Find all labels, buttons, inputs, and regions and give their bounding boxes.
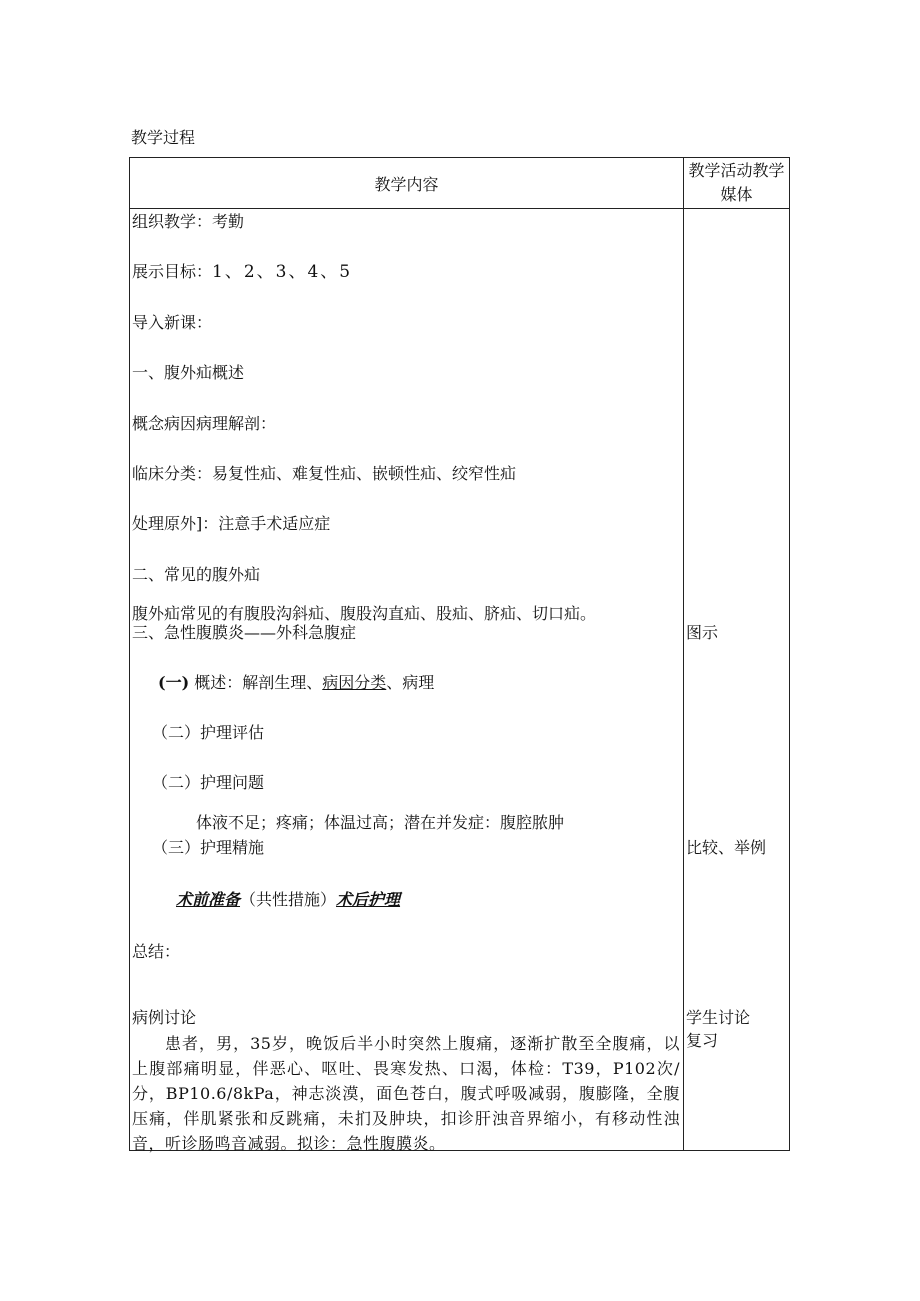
case-description: 患者，男，35岁，晚饭后半小时突然上腹痛，逐渐扩散至全腹痛，以上腹部痛明显，伴恶心、呕吐、畏寒发热、口渴，体检：T39，P102次/分，BP10.6/8kPa，神志淡漠，面色苍白，腹式呼吸减弱，腹膨隆，全腹压痛，伴肌紧张和反跳痛，未扪及肿块，扣诊肝浊音界缩小，有移动性浊音，听诊肠鸣音减弱。拟诊：急性腹膜炎。 [132,1034,680,1153]
section1-principle: 处理原外]：注意手术适应症 [132,514,331,533]
page-heading: 教学过程 [131,128,196,147]
summary-line: 总结： [132,942,181,961]
column-header-activity: 教学活动教学媒体 [688,161,785,204]
organize-line: 组织教学：考勤 [132,212,245,231]
section3-title: 三、急性腹膜炎——外科急腹症 [132,623,357,642]
preop-label: 术前准备 [176,890,241,909]
case-title: 病例讨论 [132,1008,197,1027]
column-header-content: 教学内容 [374,174,439,194]
section2-list: 腹外疝常见的有腹股沟斜疝、腹股沟直疝、股疝、脐疝、切口疝。 [132,604,597,623]
subsection-overview-underlined: 病因分类 [322,673,387,692]
section1-title: 一、腹外疝概述 [132,363,245,382]
postop-label: 术后护理 [336,890,401,909]
header-divider [130,208,789,209]
activity-diagram: 图示 [686,623,719,642]
subsection-measures: （三）护理精施 [152,838,265,857]
measures-line [176,890,400,910]
subsection-overview-label: 概述：解剖生理、 [194,673,323,692]
activity-review: 复习 [686,1031,719,1050]
lesson-table [129,157,790,1151]
intro-line: 导入新课： [132,313,213,332]
goals-label: 展示目标： [132,262,213,281]
column-divider [683,158,684,1150]
section2-title: 二、常见的腹外疝 [132,565,261,584]
subsection-overview-prefix: (一) [158,673,190,692]
subsection-overview [158,673,434,693]
goals-value: 1、2、3、4、5 [212,262,353,282]
activity-discussion: 学生讨论 [686,1008,751,1027]
problems-list: 体液不足；疼痛；体温过高；潜在并发症：腹腔脓肿 [196,813,565,832]
subsection-assessment: （二）护理评估 [152,723,265,742]
subsection-problems: （二）护理问题 [152,773,265,792]
activity-compare: 比较、举例 [686,838,767,857]
section1-concept: 概念病因病理解剖： [132,414,277,433]
common-measures-label: （共性措施） [240,890,337,909]
section1-classification: 临床分类：易复性疝、难复性疝、嵌顿性疝、绞窄性疝 [132,464,517,483]
subsection-overview-suffix: 、病理 [386,673,435,692]
goals-line [132,262,352,282]
